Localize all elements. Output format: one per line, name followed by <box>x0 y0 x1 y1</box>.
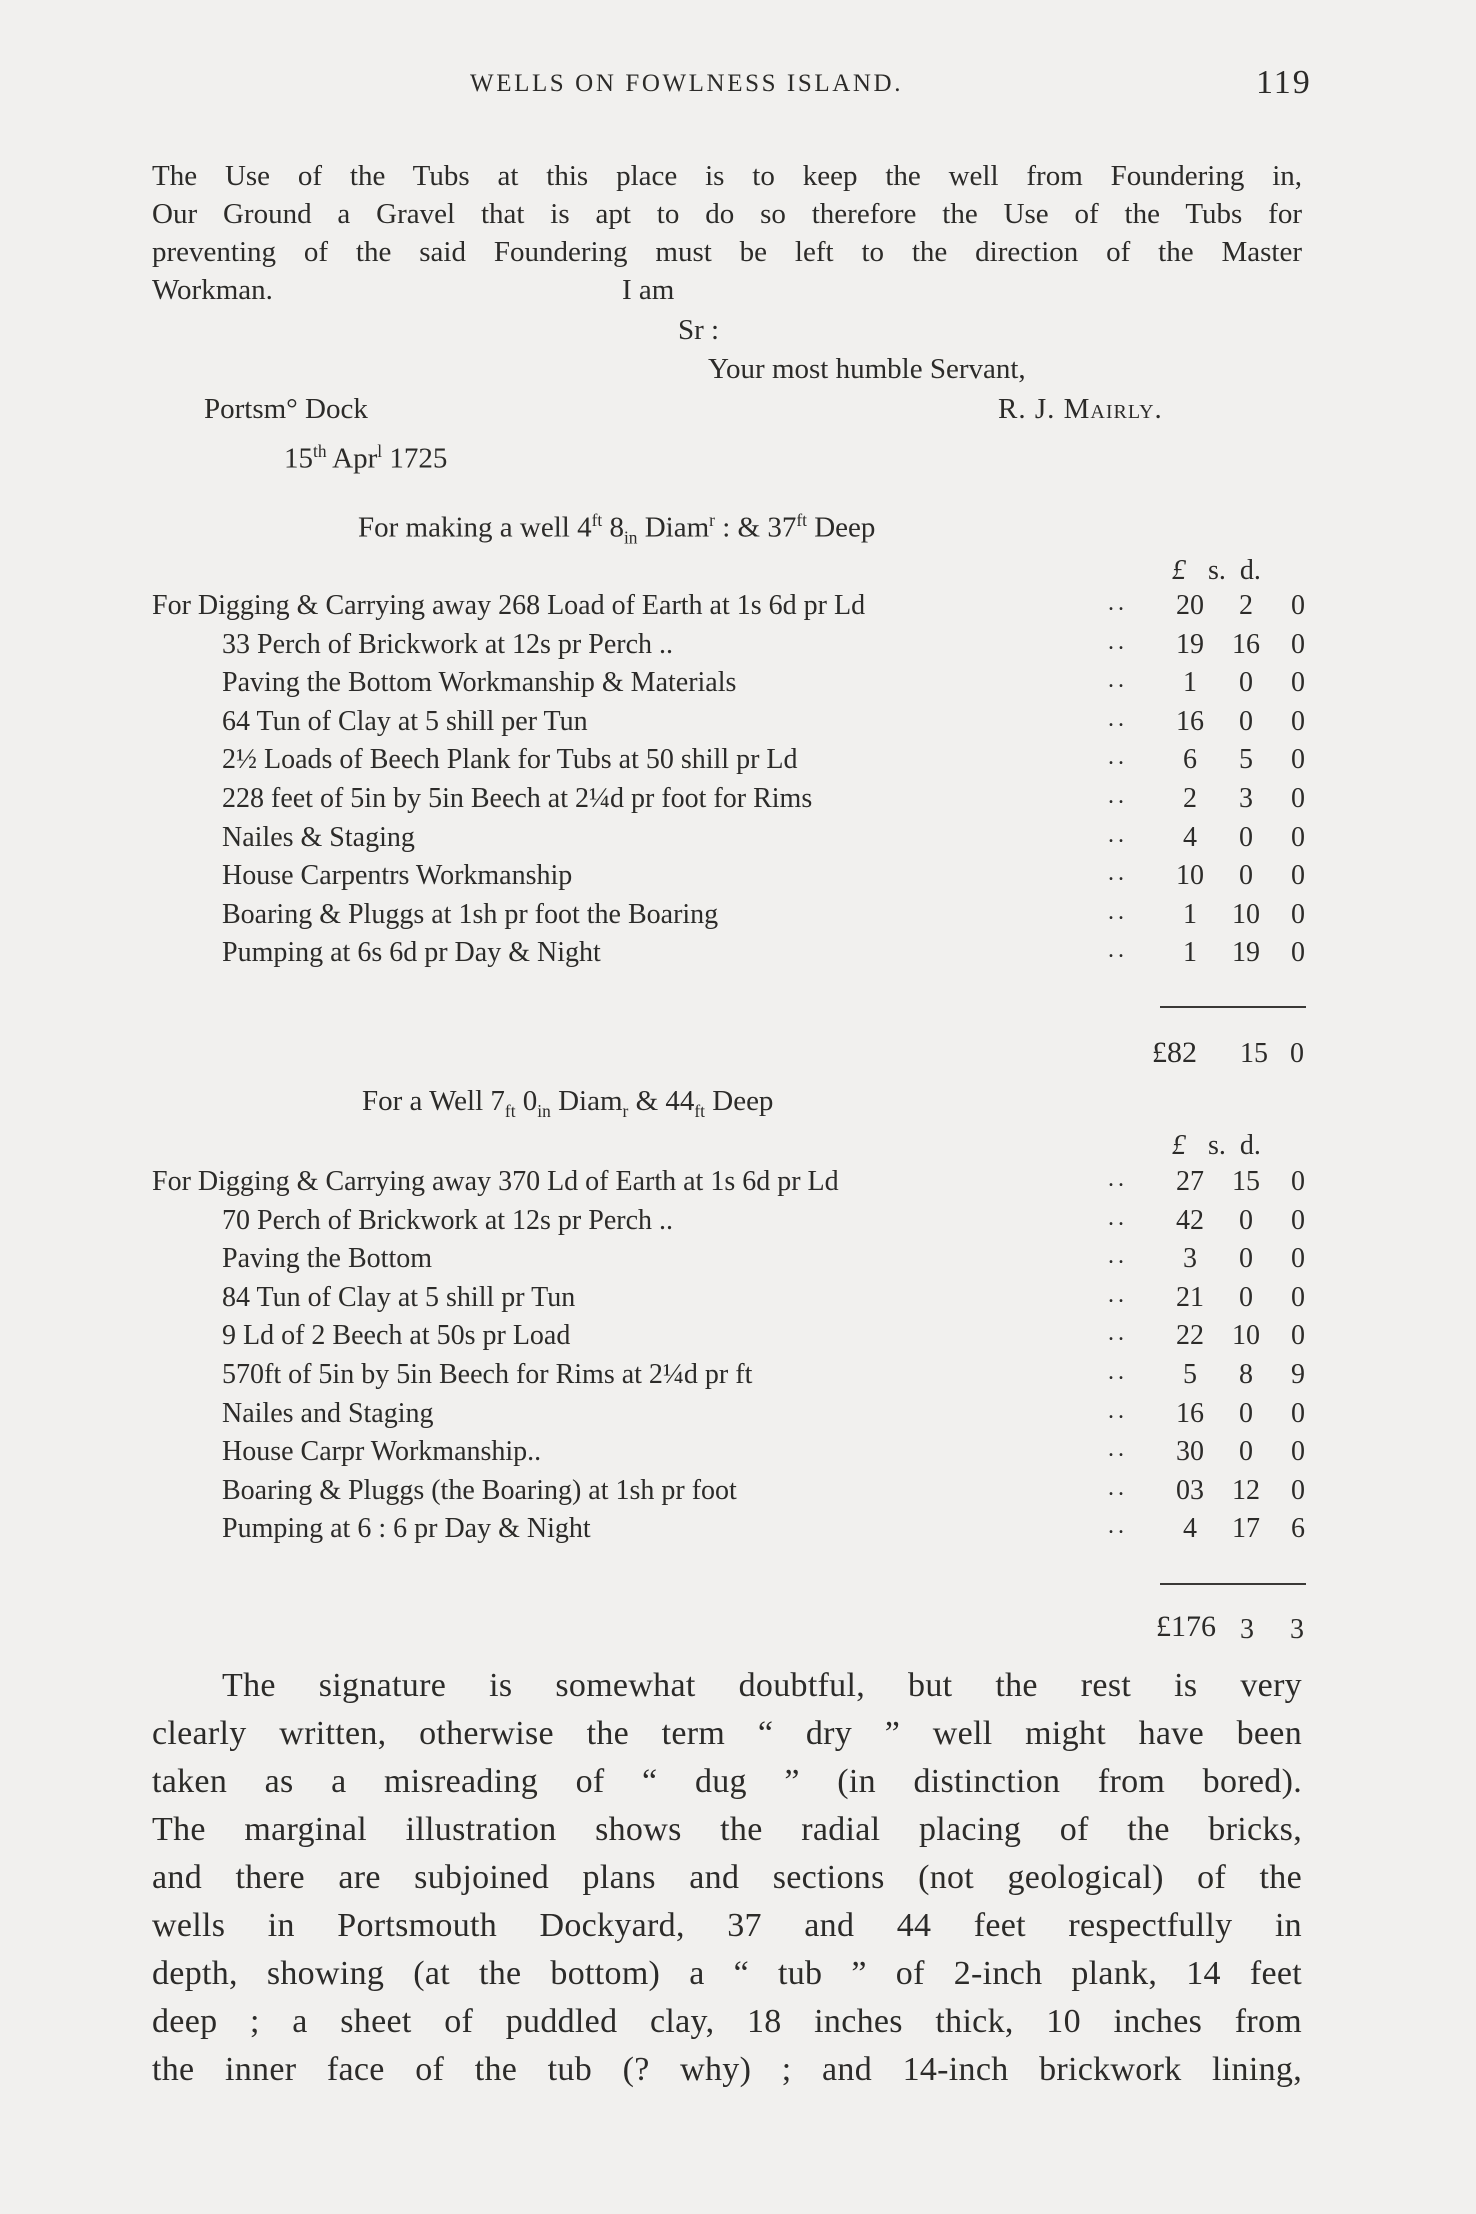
row-shillings: 16 <box>1232 628 1260 660</box>
row-description: Nailes & Staging <box>222 821 415 853</box>
row-pence: 0 <box>1291 705 1305 737</box>
row-description: 33 Perch of Brickwork at 12s pr Perch .. <box>222 628 674 660</box>
row-shillings: 0 <box>1239 1281 1253 1313</box>
currency-headers <box>1172 555 1312 587</box>
row-pence: 0 <box>1291 898 1305 930</box>
leader-dots: .. <box>1108 1474 1128 1501</box>
row-shillings: 10 <box>1232 898 1260 930</box>
row-description: House Carpr Workmanship.. <box>222 1436 542 1468</box>
row-pence: 0 <box>1291 860 1305 892</box>
leader-dots: .. <box>1108 898 1128 925</box>
row-pence: 0 <box>1291 1281 1305 1313</box>
letter-salutation: Sr : <box>678 314 720 346</box>
pence-header: d. <box>1239 555 1261 586</box>
leader-dots: .. <box>1108 1320 1128 1347</box>
row-pence: 0 <box>1291 1166 1305 1197</box>
row-pounds: 1 <box>1183 937 1197 969</box>
row-pounds: 21 <box>1176 1281 1204 1313</box>
account-row <box>0 629 1476 667</box>
commentary-line: clearly written, otherwise the term “ dry ” well might have been <box>152 1715 1302 1752</box>
leader-dots: .. <box>1108 1204 1128 1231</box>
row-description: For Digging & Carrying away 370 Ld of Earth at 1s 6d pr Ld <box>152 1166 839 1197</box>
row-pounds: 03 <box>1176 1474 1204 1506</box>
letter-date: 15th Apr$^l$ 1725 <box>284 441 448 475</box>
row-pence: 0 <box>1291 783 1305 814</box>
row-shillings: 0 <box>1239 1243 1253 1275</box>
row-shillings: 8 <box>1239 1359 1253 1390</box>
row-description: 9 Ld of 2 Beech at 50s pr Load <box>222 1320 571 1352</box>
row-pounds: 5 <box>1183 1359 1197 1390</box>
account-heading: For a Well $7_{ft}$ $0_{in}$ Diam$_r$ & $44_{ft}$ Deep <box>362 1085 774 1121</box>
account-row <box>0 1359 1476 1397</box>
account-row <box>0 744 1476 782</box>
row-pounds: 16 <box>1176 1397 1204 1429</box>
pence-header: d. <box>1239 1130 1261 1161</box>
row-pence: 0 <box>1291 1320 1305 1352</box>
account-row <box>0 1475 1476 1513</box>
account-row <box>0 937 1476 975</box>
row-shillings: 0 <box>1239 1204 1253 1236</box>
leader-dots: .. <box>1108 590 1128 616</box>
row-shillings: 17 <box>1232 1513 1260 1545</box>
account-row <box>0 860 1476 898</box>
row-pence: 0 <box>1291 937 1305 969</box>
letter-place: Portsm° Dock <box>204 393 368 425</box>
row-shillings: 0 <box>1239 667 1253 699</box>
row-pence: 0 <box>1291 1397 1305 1429</box>
leader-dots: .. <box>1108 937 1128 964</box>
row-description: 64 Tun of Clay at 5 shill per Tun <box>222 705 588 737</box>
account-row <box>0 1243 1476 1281</box>
row-pounds: 3 <box>1183 1243 1197 1275</box>
row-description: Boaring & Pluggs (the Boaring) at 1sh pr foot <box>222 1474 737 1506</box>
leader-dots: .. <box>1108 628 1128 655</box>
row-shillings: 12 <box>1232 1474 1260 1506</box>
row-pounds: 42 <box>1176 1204 1204 1236</box>
account-row <box>0 1205 1476 1243</box>
row-description: 228 feet of 5in by 5in Beech at 2¼d pr foot for Rims <box>222 783 813 814</box>
commentary-line: and there are subjoined plans and sections (not geological) of the <box>152 1859 1302 1896</box>
account-row <box>0 1513 1476 1551</box>
letter-closing: Your most humble Servant, <box>708 353 1026 385</box>
leader-dots: .. <box>1108 744 1128 771</box>
account-row <box>0 822 1476 860</box>
account-row <box>0 706 1476 744</box>
account-row <box>0 1398 1476 1436</box>
commentary-line: the inner face of the tub (? why) ; and 14-inch brickwork lining, <box>152 2051 1302 2088</box>
row-pounds: 4 <box>1183 1513 1197 1545</box>
row-pence: 0 <box>1291 1436 1305 1468</box>
row-description: Pumping at 6 : 6 pr Day & Night <box>222 1513 591 1545</box>
row-pence: 9 <box>1291 1359 1305 1390</box>
account-row <box>0 667 1476 705</box>
account-total-pounds: £82 <box>1152 1036 1197 1069</box>
account-row <box>0 590 1476 628</box>
row-pence: 0 <box>1291 667 1305 699</box>
letter-line: preventing of the said Foundering must be left to the direction of the Master <box>152 236 1302 268</box>
row-pence: 0 <box>1291 628 1305 660</box>
leader-dots: .. <box>1108 1243 1128 1270</box>
row-shillings: 2 <box>1239 590 1253 621</box>
row-pence: 0 <box>1291 1204 1305 1236</box>
account-total-pence: 3 <box>1290 1614 1304 1645</box>
row-pounds: 6 <box>1183 744 1197 776</box>
total-rule <box>1160 1583 1306 1585</box>
account-row <box>0 1320 1476 1358</box>
leader-dots: .. <box>1108 667 1128 694</box>
row-description: 70 Perch of Brickwork at 12s pr Perch .. <box>222 1204 674 1236</box>
leader-dots: .. <box>1108 1166 1128 1192</box>
row-pounds: 16 <box>1176 705 1204 737</box>
row-shillings: 0 <box>1239 1436 1253 1468</box>
account-total-pence: 0 <box>1290 1038 1304 1069</box>
account-total-pounds: £176 <box>1156 1610 1216 1643</box>
leader-dots: .. <box>1108 1436 1128 1463</box>
row-description: Nailes and Staging <box>222 1397 434 1429</box>
row-pounds: 30 <box>1176 1436 1204 1468</box>
row-pence: 6 <box>1291 1513 1305 1545</box>
pounds-header: £ <box>1172 555 1186 586</box>
account-row <box>0 899 1476 937</box>
row-pounds: 1 <box>1183 667 1197 699</box>
total-rule <box>1160 1006 1306 1008</box>
leader-dots: .. <box>1108 821 1128 848</box>
row-description: Boaring & Pluggs at 1sh pr foot the Boaring <box>222 898 719 930</box>
commentary-line: The signature is somewhat doubtful, but the rest is very <box>222 1667 1302 1704</box>
leader-dots: .. <box>1108 1281 1128 1308</box>
row-shillings: 5 <box>1239 744 1253 776</box>
row-pounds: 19 <box>1176 628 1204 660</box>
row-pounds: 2 <box>1183 783 1197 814</box>
letter-signature: R. J. Mairly. <box>998 393 1163 425</box>
letter-line: The Use of the Tubs at this place is to keep the well from Foundering in, <box>152 160 1302 192</box>
pounds-header: £ <box>1172 1130 1186 1161</box>
commentary-line: The marginal illustration shows the radial placing of the bricks, <box>152 1811 1302 1848</box>
row-pounds: 4 <box>1183 821 1197 853</box>
row-description: Paving the Bottom <box>222 1243 432 1275</box>
row-description: 570ft of 5in by 5in Beech for Rims at 2¼d pr ft <box>222 1359 753 1390</box>
letter-i-am: I am <box>622 274 675 306</box>
account-row <box>0 1166 1476 1204</box>
shillings-header: s. <box>1208 555 1226 586</box>
page-number: 119 <box>1256 64 1312 101</box>
row-pounds: 10 <box>1176 860 1204 892</box>
account-heading: For making a well $4^{ft}$ $8_{in}$ Diam$^r$ : & $37^{ft}$ Deep <box>358 510 876 548</box>
letter-line: Workman. <box>152 274 273 306</box>
commentary-line: taken as a misreading of “ dug ” (in distinction from bored). <box>152 1763 1302 1800</box>
commentary-line: wells in Portsmouth Dockyard, 37 and 44 feet respectfully in <box>152 1907 1302 1944</box>
currency-headers <box>1172 1130 1312 1162</box>
row-shillings: 10 <box>1232 1320 1260 1352</box>
account-row <box>0 1436 1476 1474</box>
row-shillings: 15 <box>1232 1166 1260 1197</box>
leader-dots: .. <box>1108 783 1128 809</box>
row-shillings: 0 <box>1239 860 1253 892</box>
row-pence: 0 <box>1291 1243 1305 1275</box>
leader-dots: .. <box>1108 860 1128 887</box>
row-description: House Carpentrs Workmanship <box>222 860 573 892</box>
account-row <box>0 783 1476 821</box>
running-head: WELLS ON FOWLNESS ISLAND. <box>470 70 904 97</box>
row-pounds: 22 <box>1176 1320 1204 1352</box>
row-shillings: 0 <box>1239 1397 1253 1429</box>
row-shillings: 0 <box>1239 705 1253 737</box>
row-description: Pumping at 6s 6d pr Day & Night <box>222 937 601 969</box>
row-pence: 0 <box>1291 821 1305 853</box>
account-total-shillings: 15 <box>1240 1038 1268 1069</box>
shillings-header: s. <box>1208 1130 1226 1161</box>
letter-line: Our Ground a Gravel that is apt to do so therefore the Use of the Tubs for <box>152 198 1302 230</box>
row-pounds: 27 <box>1176 1166 1204 1197</box>
account-row <box>0 1282 1476 1320</box>
row-description: 84 Tun of Clay at 5 shill pr Tun <box>222 1281 576 1313</box>
row-shillings: 3 <box>1239 783 1253 814</box>
row-shillings: 0 <box>1239 821 1253 853</box>
account-total-shillings: 3 <box>1240 1614 1254 1645</box>
row-pence: 0 <box>1291 744 1305 776</box>
leader-dots: .. <box>1108 1397 1128 1424</box>
leader-dots: .. <box>1108 1513 1128 1540</box>
row-description: Paving the Bottom Workmanship & Materials <box>222 667 737 699</box>
row-pence: 0 <box>1291 590 1305 621</box>
row-shillings: 19 <box>1232 937 1260 969</box>
row-pounds: 1 <box>1183 898 1197 930</box>
leader-dots: .. <box>1108 705 1128 732</box>
row-pence: 0 <box>1291 1474 1305 1506</box>
row-description: 2½ Loads of Beech Plank for Tubs at 50 shill pr Ld <box>222 744 798 776</box>
commentary-line: depth, showing (at the bottom) a “ tub ” of 2-inch plank, 14 feet <box>152 1955 1302 1992</box>
leader-dots: .. <box>1108 1359 1128 1385</box>
commentary-line: deep ; a sheet of puddled clay, 18 inches thick, 10 inches from <box>152 2003 1302 2040</box>
row-pounds: 20 <box>1176 590 1204 621</box>
row-description: For Digging & Carrying away 268 Load of Earth at 1s 6d pr Ld <box>152 590 866 621</box>
